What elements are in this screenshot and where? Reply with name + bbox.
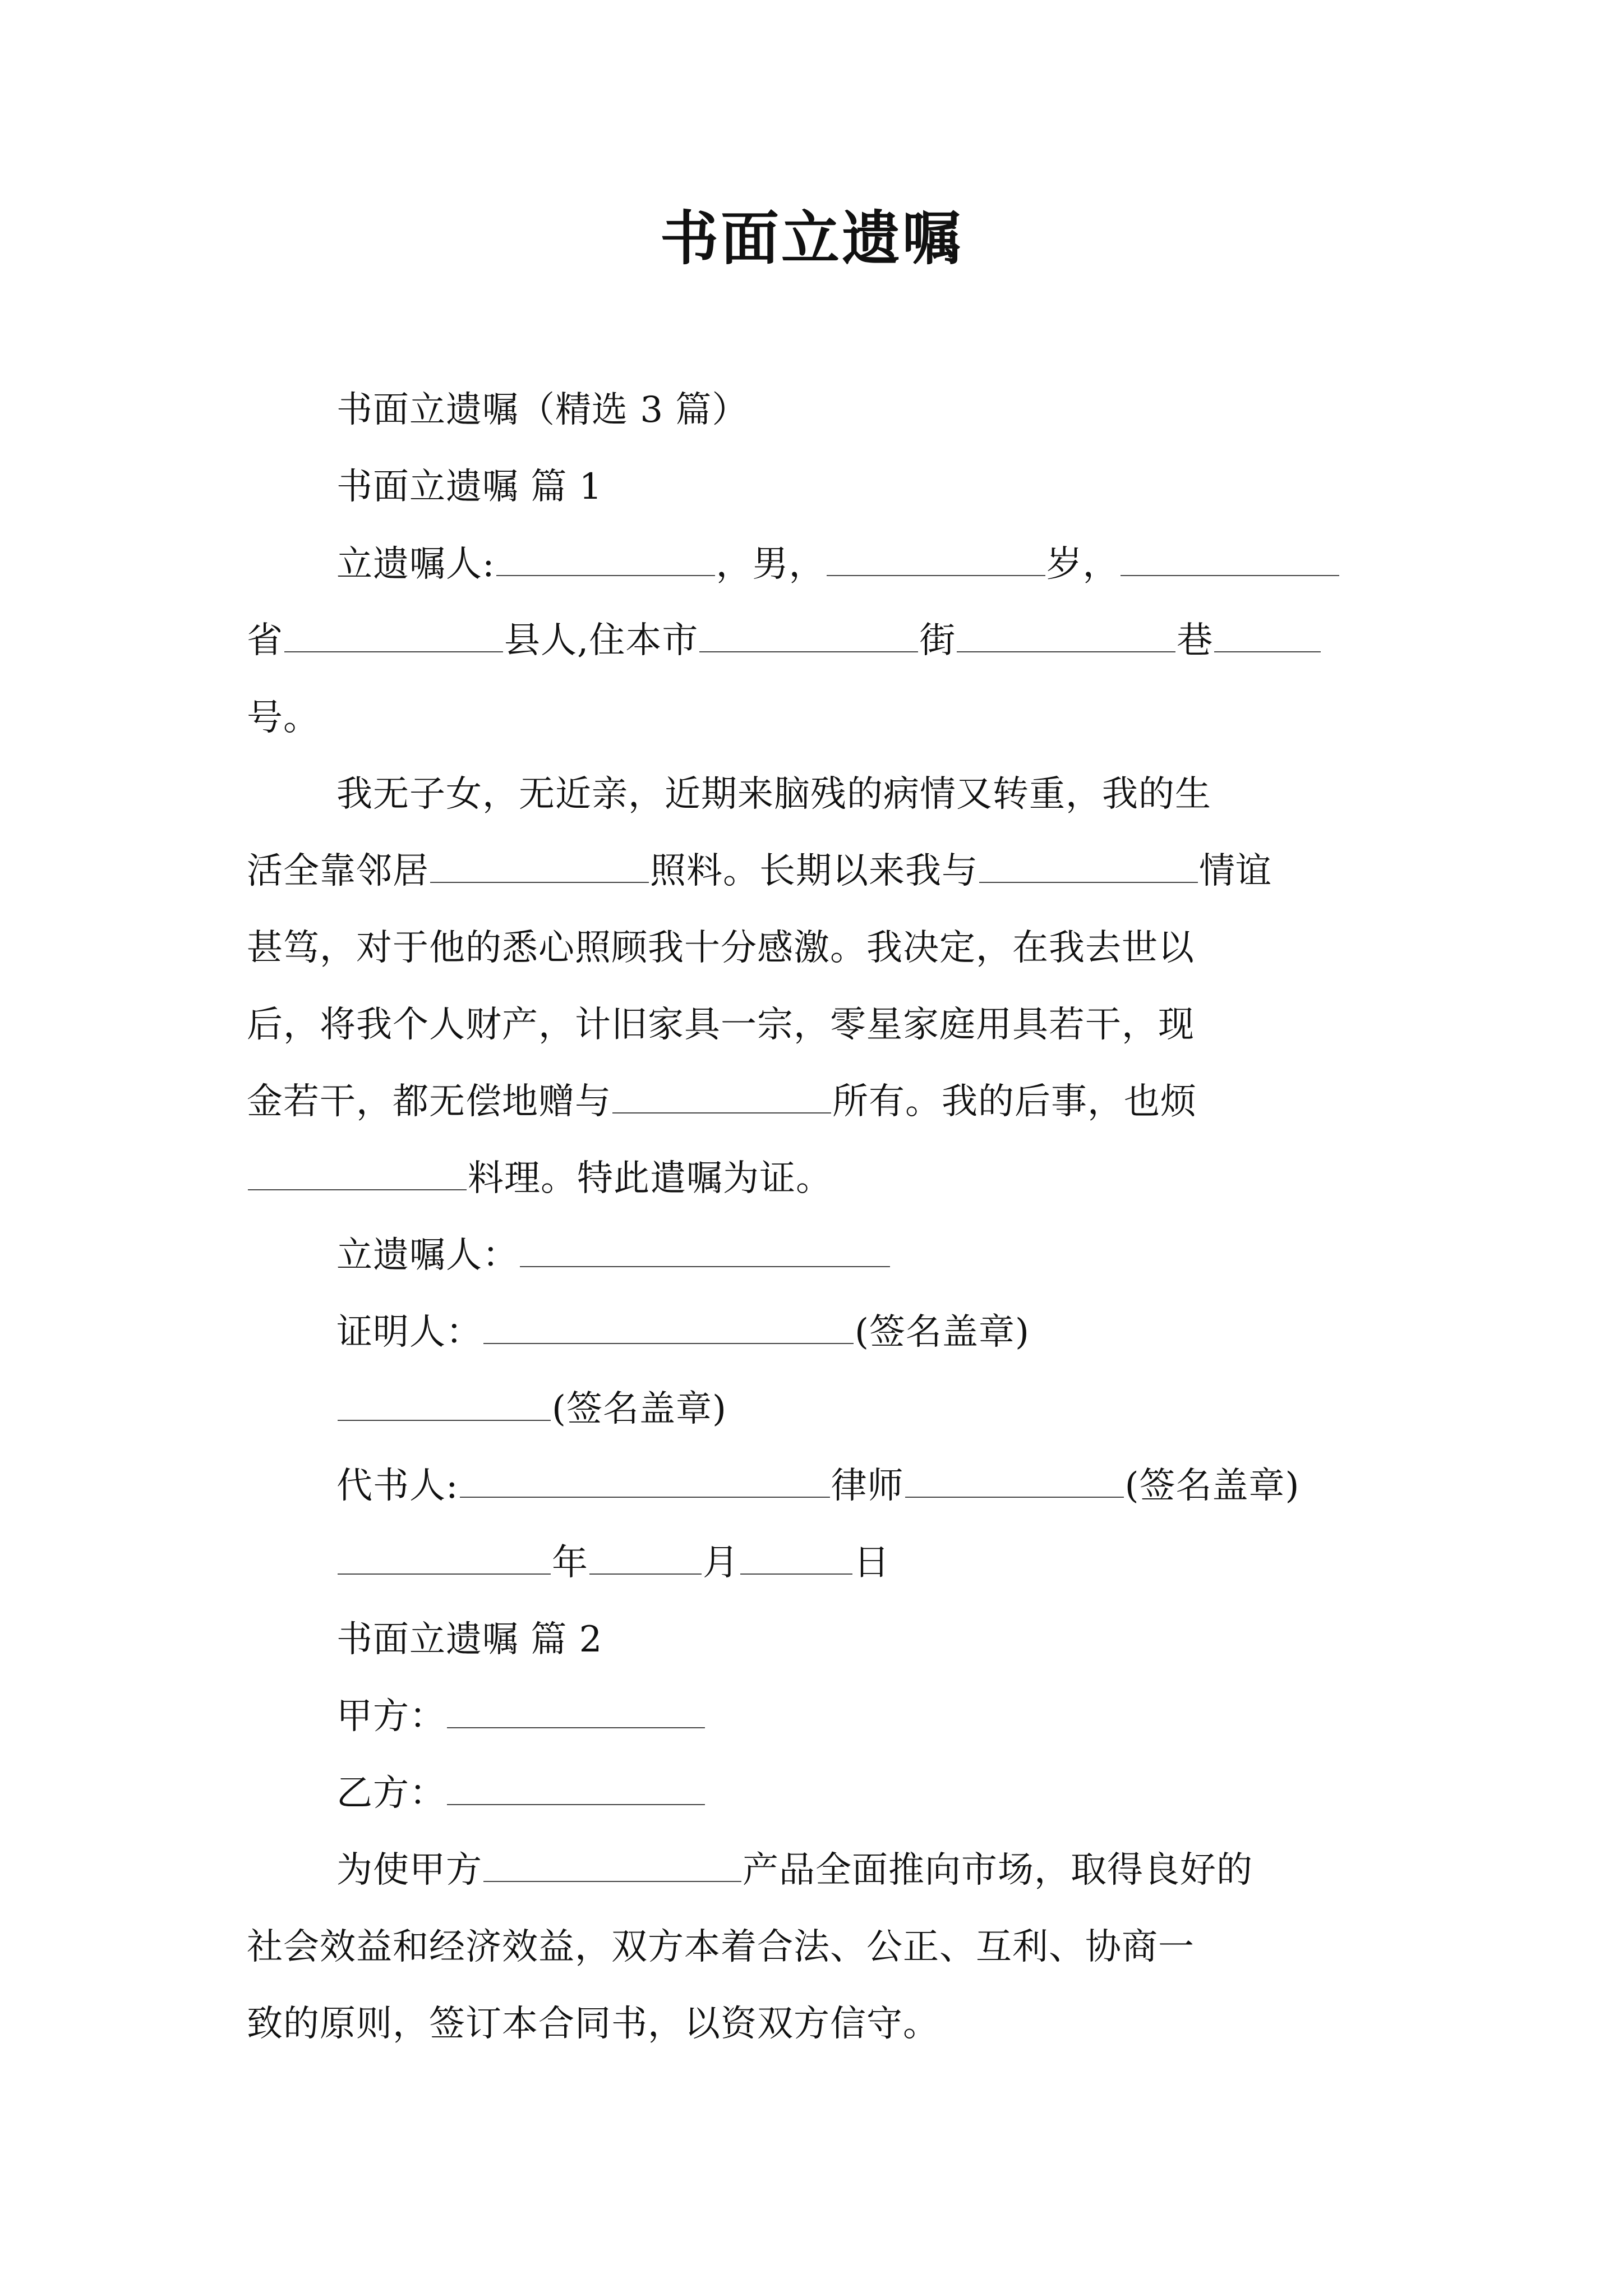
testator-info-line	[336, 537, 1340, 591]
body-line-6-text: 料理。特此遣嘱为证。	[468, 1158, 832, 1199]
province-text: 省	[247, 620, 283, 661]
agent-line	[336, 1459, 1300, 1513]
party-b-label: 乙方：	[336, 1773, 446, 1814]
document-title: 书面立遗嘱	[660, 204, 963, 273]
beneficiary-blank	[612, 1078, 831, 1114]
lawyer-blank	[905, 1462, 1124, 1498]
contract-line-3: 致的原则，签订本合同书，以资双方信守。	[247, 2003, 939, 2045]
testator-sign-label: 立遗嘱人：	[336, 1235, 519, 1276]
year-label: 年	[552, 1542, 588, 1584]
agent-blank	[460, 1462, 830, 1498]
testator-name-blank	[496, 540, 715, 576]
street-text: 街	[919, 620, 956, 661]
body-line-2	[247, 844, 1272, 898]
county-blank	[284, 616, 503, 652]
contract-line-1-b: 产品全面推向市场，取得良好的	[743, 1849, 1253, 1891]
body-line-5-b: 所有。我的后事，也烦	[832, 1081, 1197, 1122]
funeral-blank	[248, 1154, 467, 1190]
origin-blank	[1121, 540, 1339, 576]
body-line-5-a: 金若干，都无偿地赠与	[247, 1081, 611, 1122]
lane-blank	[957, 616, 1175, 652]
day-blank	[740, 1539, 852, 1575]
month-blank	[589, 1539, 702, 1575]
year-blank	[338, 1539, 551, 1575]
contract-line-2: 社会效益和经济效益，双方本着合法、公正、互利、协商一	[247, 1926, 1195, 1968]
witness2-line	[336, 1382, 727, 1436]
address-number: 号。	[247, 697, 320, 739]
address-line	[247, 614, 1322, 668]
month-label: 月	[703, 1542, 739, 1584]
age-suffix: 岁，	[1046, 544, 1119, 585]
body-line-2-b: 照料。长期以来我与	[650, 850, 978, 892]
part2-heading: 书面立遗嘱 篇 2	[336, 1619, 603, 1660]
body-line-4: 后，将我个人财产，计旧家具一宗，零星家庭用具若干，现	[247, 1004, 1195, 1046]
friend-blank	[979, 847, 1198, 883]
body-line-5	[247, 1075, 1197, 1129]
product-blank	[483, 1846, 741, 1882]
witness2-blank	[338, 1385, 551, 1421]
gender-text: ，男，	[716, 544, 826, 585]
witness-blank	[483, 1308, 854, 1344]
agent-seal: (签名盖章)	[1124, 1465, 1300, 1507]
lane-text: 巷	[1177, 620, 1214, 661]
date-line	[336, 1536, 890, 1590]
witness-line	[336, 1305, 1030, 1359]
body-line-1: 我无子女，无近亲，近期来脑残的病情又转重，我的生	[336, 774, 1211, 815]
body-line-2-c: 情谊	[1199, 850, 1272, 892]
party-a-blank	[447, 1692, 705, 1728]
contract-line-1-a: 为使甲方	[336, 1849, 482, 1891]
neighbor-blank	[430, 847, 649, 883]
contract-line-1	[336, 1843, 1253, 1897]
testator-sign-line	[336, 1228, 891, 1282]
body-line-2-a: 活全靠邻居	[247, 850, 429, 892]
party-a-line	[336, 1690, 706, 1743]
county-text: 县人,住本市	[504, 620, 699, 661]
party-a-label: 甲方：	[336, 1696, 446, 1737]
body-line-3: 甚笃，对于他的悉心照顾我十分感激。我决定，在我去世以	[247, 927, 1195, 969]
witness2-seal: (签名盖章)	[552, 1388, 727, 1430]
lawyer-label: 律师	[831, 1465, 904, 1507]
party-b-blank	[447, 1769, 705, 1805]
day-label: 日	[854, 1542, 890, 1584]
testator-label: 立遗嘱人:	[336, 544, 495, 585]
document-subtitle: 书面立遗嘱（精选 3 篇）	[336, 389, 749, 431]
party-b-line	[336, 1766, 706, 1820]
age-blank	[827, 540, 1045, 576]
agent-label: 代书人:	[336, 1465, 459, 1507]
testator-sign-blank	[520, 1231, 890, 1267]
witness-seal: (签名盖章)	[855, 1312, 1030, 1353]
part1-heading: 书面立遗嘱 篇 1	[336, 466, 603, 508]
body-line-6	[247, 1152, 832, 1205]
witness-label: 证明人：	[336, 1312, 482, 1353]
street-blank	[699, 616, 918, 652]
number-blank	[1214, 616, 1321, 652]
